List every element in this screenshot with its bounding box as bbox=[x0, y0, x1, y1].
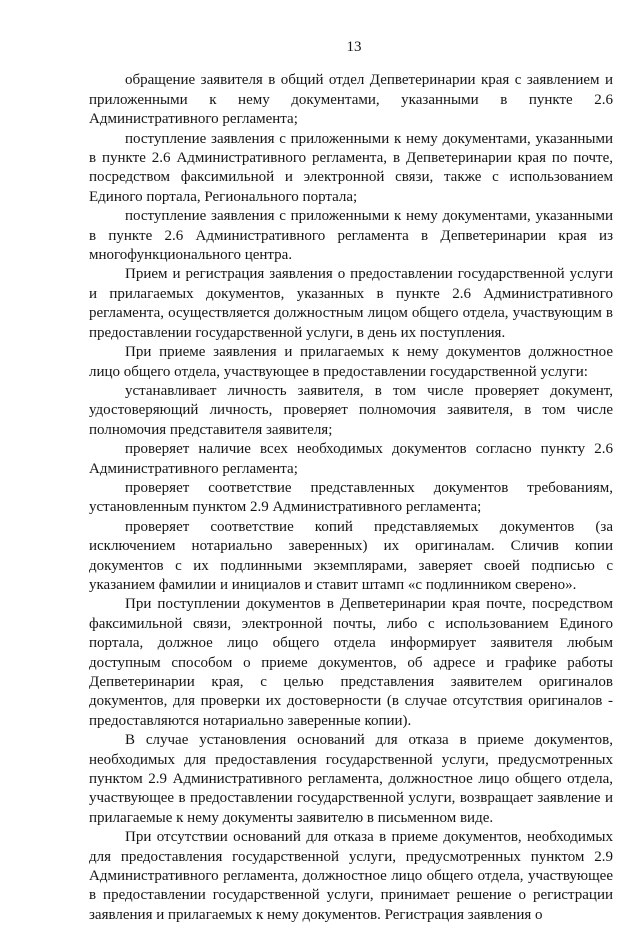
paragraph-requirements-check: проверяет соответствие представленных документов требованиям, установленным пунктом 2.9 Административного регламента; bbox=[89, 479, 613, 516]
page-number: 13 bbox=[346, 39, 362, 55]
paragraph-receipt-from-mfc: поступление заявления с приложенными к нему документами, указанными в пункте 2.6 Административного регламента в Депветеринарии края из многофункционального центра. bbox=[89, 208, 613, 264]
paragraph-refusal-grounds: В случае установления оснований для отказа в приеме документов, необходимых для предоставления государственной услуги, предусмотренных пунктом 2.9 Административного регламента, должностное лицо общего отдела, участвующее в предоставлении государственной услуги, возвращает заявление и прилагаемые к нему документы заявителю в письменном виде. bbox=[89, 732, 613, 826]
paragraph-copies-check: проверяет соответствие копий представляемых документов (за исключением нотариально заверенных) их оригиналам. Сличив копии документов с их подлинными экземплярами, заверяет своей подписью с указанием фамилии и инициалов и ставит штамп «с подлинником сверено». bbox=[89, 518, 613, 593]
document-page bbox=[89, 38, 613, 925]
paragraph-application-appeal: обращение заявителя в общий отдел Депветеринарии края с заявлением и приложенными к нему документами, указанными в пункте 2.6 Административного регламента; bbox=[89, 72, 613, 128]
paragraph-reception-duties: При приеме заявления и прилагаемых к нему документов должностное лицо общего отдела, участвующее в предоставлении государственной услуги: bbox=[89, 344, 613, 380]
paragraph-registration: Прием и регистрация заявления о предоставлении государственной услуги и прилагаемых документов, указанных в пункте 2.6 Административного регламента, осуществляется должностным лицом общего отдела, участвующим в предоставлении государственной услуги, в день их поступления. bbox=[89, 266, 613, 341]
paragraph-no-refusal-grounds: При отсутствии оснований для отказа в приеме документов, необходимых для предоставления государственной услуги, предусмотренных пунктом 2.9 Административного регламента, должностное лицо общего отдела, участвующее в предоставлении государственной услуги, принимает решение о регистрации заявления и прилагаемых к нему документов. Регистрация заявления о bbox=[89, 829, 613, 923]
paragraph-documents-presence: проверяет наличие всех необходимых документов согласно пункту 2.6 Административного регламента; bbox=[89, 441, 613, 477]
paragraph-receipt-by-mail: поступление заявления с приложенными к нему документами, указанными в пункте 2.6 Административного регламента, в Депветеринарии края по почте, посредством факсимильной и электронной связи, также с использованием Единого портала, Регионального портала; bbox=[89, 130, 613, 205]
paragraph-remote-receipt: При поступлении документов в Депветеринарии края почте, посредством факсимильной связи, электронной почты, либо с использованием Единого портала, должное лицо общего отдела информирует заявителя любым доступным способом о приеме документов, об адресе и графике работы Депветеринарии края, с целью представления заявителем оригиналов документов, для проверки их достоверности (в случае отсутствия оригиналов - предоставляются нотариально заверенные копии). bbox=[89, 596, 613, 729]
paragraph-identity-check: устанавливает личность заявителя, в том числе проверяет документ, удостоверяющий личность, проверяет полномочия заявителя, в том числе полномочия представителя заявителя; bbox=[89, 382, 613, 438]
